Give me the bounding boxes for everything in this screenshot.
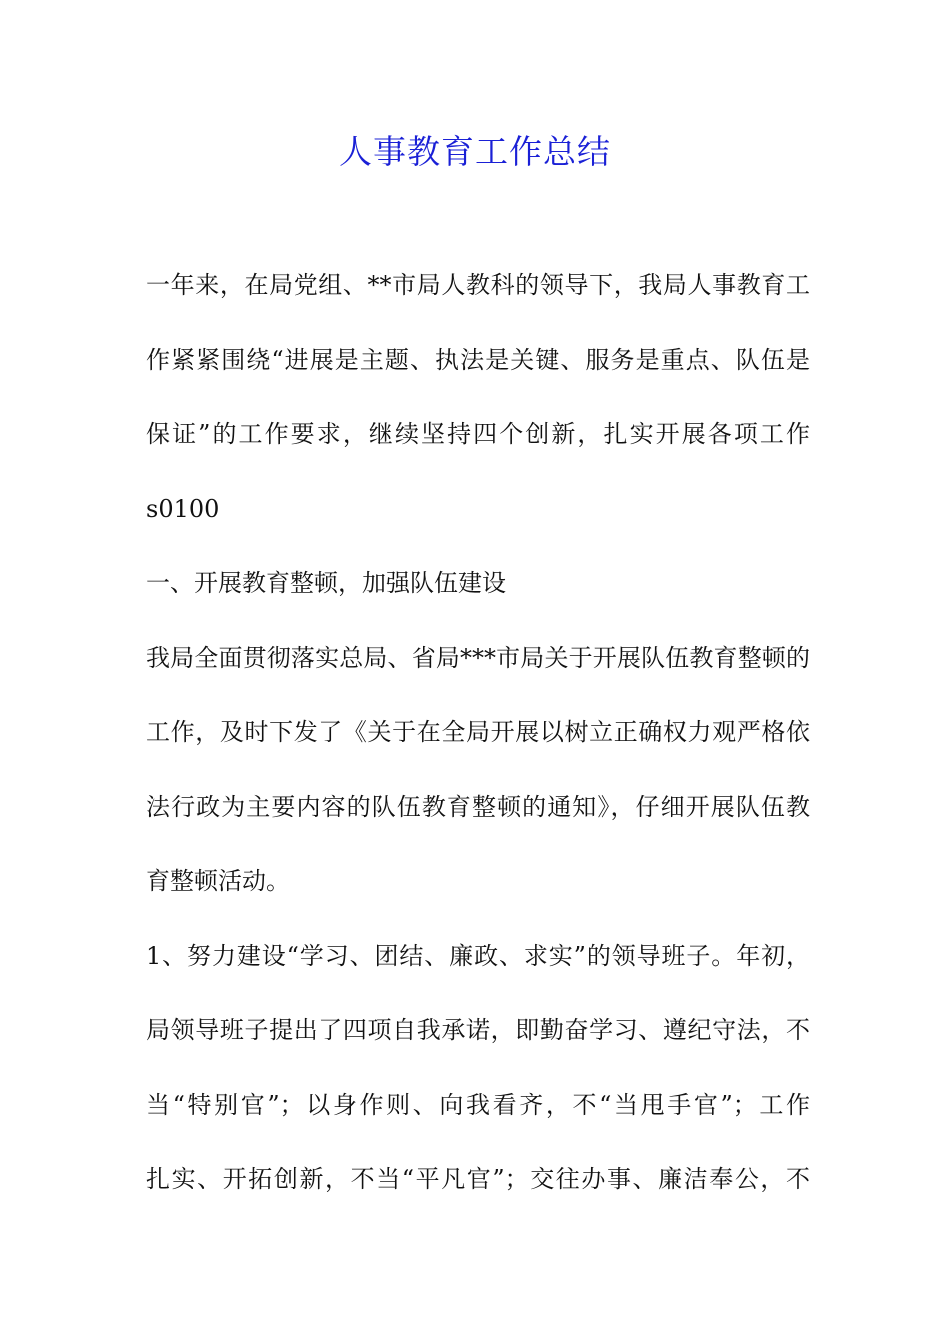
- section-heading: 一、开展教育整顿，加强队伍建设: [146, 569, 506, 597]
- paragraph-line: 当“特别官”；以身作则、向我看齐，不“当甩手官”；工作: [146, 1090, 810, 1119]
- document-body: [146, 260, 810, 1229]
- paragraph-line: 育整顿活动。: [146, 867, 290, 895]
- paragraph-line: 一年来，在局党组、**市局人教科的领导下，我局人事教育工: [146, 271, 810, 299]
- paragraph-line: 我局全面贯彻落实总局、省局***市局关于开展队伍教育整顿的: [146, 643, 810, 672]
- document-title: 人事教育工作总结: [339, 132, 611, 171]
- paragraph-line: 保证”的工作要求，继续坚持四个创新，扎实开展各项工作: [146, 420, 810, 448]
- paragraph-line: 作紧紧围绕“进展是主题、执法是关键、服务是重点、队伍是: [146, 345, 810, 374]
- paragraph-line: 工作，及时下发了《关于在全局开展以树立正确权力观严格依: [146, 718, 810, 746]
- paragraph-line: 扎实、开拓创新，不当“平凡官”；交往办事、廉洁奉公，不: [146, 1165, 810, 1193]
- paragraph-line: s0100: [146, 494, 220, 523]
- paragraph-line: 法行政为主要内容的队伍教育整顿的通知》，仔细开展队伍教: [146, 792, 810, 821]
- paragraph-line: 1、努力建设“学习、团结、廉政、求实”的领导班子。年初，: [146, 941, 810, 970]
- paragraph-line: 局领导班子提出了四项自我承诺，即勤奋学习、遵纪守法，不: [146, 1016, 810, 1044]
